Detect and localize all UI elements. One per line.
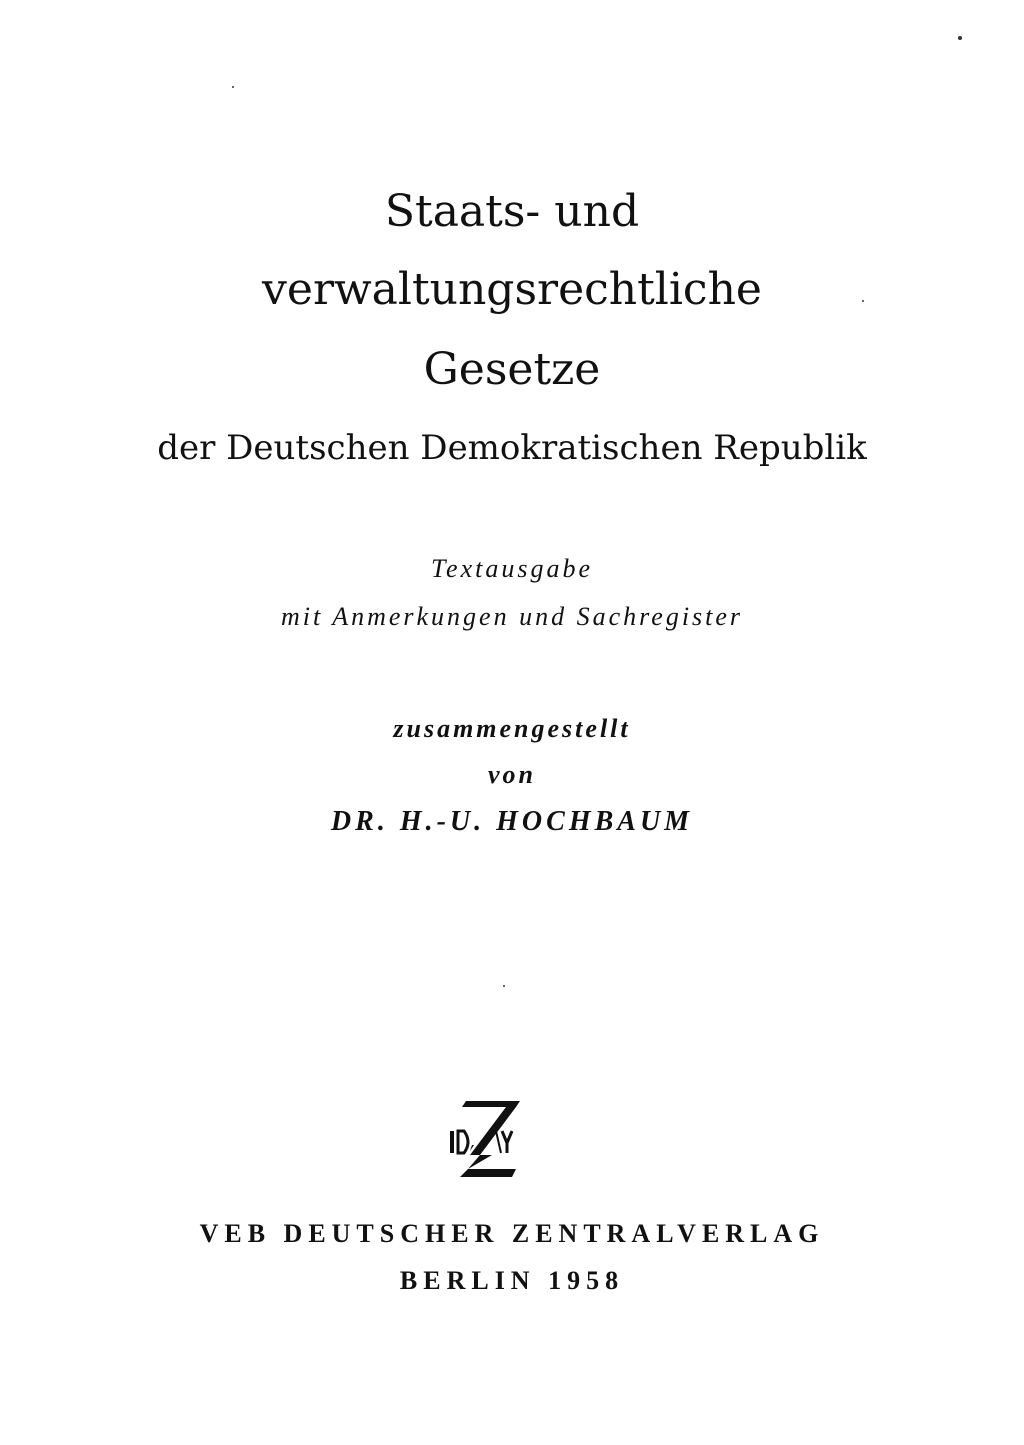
edition-line-2: mit Anmerkungen und Sachregister: [280, 602, 744, 631]
publisher-name: VEB DEUTSCHER ZENTRALVERLAG: [199, 1219, 825, 1248]
scan-speck: [862, 300, 864, 302]
scan-speck: [503, 985, 505, 987]
title-line-1: Staats- und: [384, 186, 640, 237]
von-label: von: [488, 760, 536, 789]
publisher-place-year: BERLIN 1958: [399, 1266, 625, 1295]
scan-speck: [232, 86, 234, 88]
publisher-zdv-logo-icon: [446, 1097, 526, 1181]
title-line-3: Gesetze: [423, 344, 601, 395]
edition-line-1: Textausgabe: [430, 554, 594, 583]
author-name: DR. H.-U. HOCHBAUM: [330, 806, 694, 837]
compiled-label: zusammengestellt: [393, 714, 631, 743]
subtitle: der Deutschen Demokratischen Republik: [157, 428, 867, 468]
title-line-2: verwaltungsrechtliche: [262, 264, 762, 315]
scan-speck: [958, 36, 962, 40]
